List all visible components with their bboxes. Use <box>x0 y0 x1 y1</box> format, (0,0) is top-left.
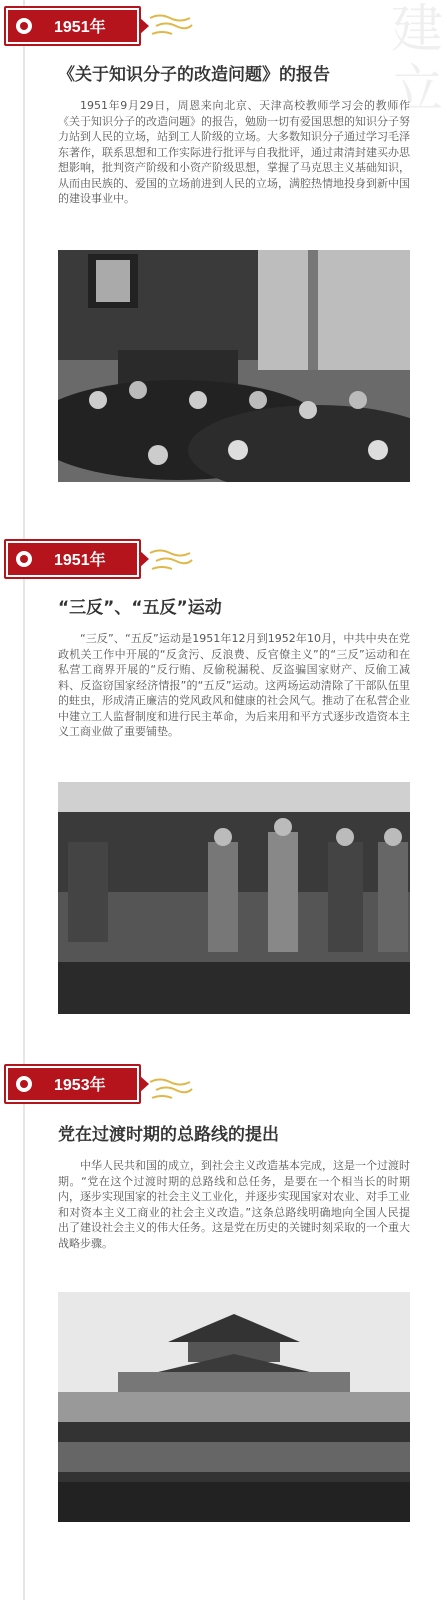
year-tag <box>4 1064 141 1104</box>
year-label: 1953年 <box>54 1077 106 1094</box>
year-label: 1951年 <box>54 552 106 569</box>
section-title: “三反”、“五反”运动 <box>58 598 222 618</box>
year-tag <box>4 539 141 579</box>
auspicious-cloud-icon <box>146 545 196 575</box>
watermark-text: 建 立 <box>390 0 443 120</box>
auspicious-cloud-icon <box>146 1074 196 1104</box>
section-body: 中华人民共和国的成立，到社会主义改造基本完成，这是一个过渡时期。“党在这个过渡时期的总路线和总任务，是要在一个相当长的时期内，逐步实现国家的社会主义工业化，并逐步实现国家对农业、对手工业和对资本主义工商业的社会主义改造。”这条总路线明确地向全国人民提出了建设社会主义的伟大任务。这是党在历史的关键时刻采取的一个重大战略步骤。 <box>58 1159 410 1250</box>
section-body: “三反”、“五反”运动是1951年12月到1952年10月，中共中央在党政机关工作中开展的“反贪污、反浪费、反官僚主义”的“三反”运动和在私营工商界开展的“反行贿、反偷税漏税、反盗骗国家财产、反偷工减料、反盗窃国家经济情报”的“五反”运动。这两场运动清除了干部队伍里的蛀虫，形成清正廉洁的党风政风和健康的社会风气。推动了在私营企业中建立工人监督制度和进行民主革命，为后来用和平方式逐步改造资本主义工商业做了重要铺垫。 <box>58 632 410 738</box>
timeline-dot-icon <box>16 1076 32 1092</box>
section-body: 1951年9月29日，周恩来向北京、天津高校教师学习会的教师作《关于知识分子的改造问题》的报告，勉励一切有爱国思想的知识分子努力站到人民的立场，站到工人阶级的立场。大多数知识分子通过学习毛泽东著作，联系思想和工作实际进行批评与自我批评，通过肃清封建买办思想影响，批判资产阶级和小资产阶级思想，掌握了马克思主义基础知识，从而由民族的、爱国的立场前进到人民的立场，满腔热情地投身到新中国的建设事业中。 <box>58 99 410 205</box>
auspicious-cloud-icon <box>146 10 196 40</box>
meeting-photo <box>58 250 410 482</box>
rally-photo <box>58 782 410 1014</box>
timeline-line <box>23 0 25 1600</box>
year-label: 1951年 <box>54 19 106 36</box>
timeline-dot-icon <box>16 18 32 34</box>
timeline-dot-icon <box>16 551 32 567</box>
section-title: 党在过渡时期的总路线的提出 <box>58 1125 279 1145</box>
tiananmen-parade-photo <box>58 1292 410 1522</box>
section-title: 《关于知识分子的改造问题》的报告 <box>58 65 330 85</box>
year-tag <box>4 6 141 46</box>
